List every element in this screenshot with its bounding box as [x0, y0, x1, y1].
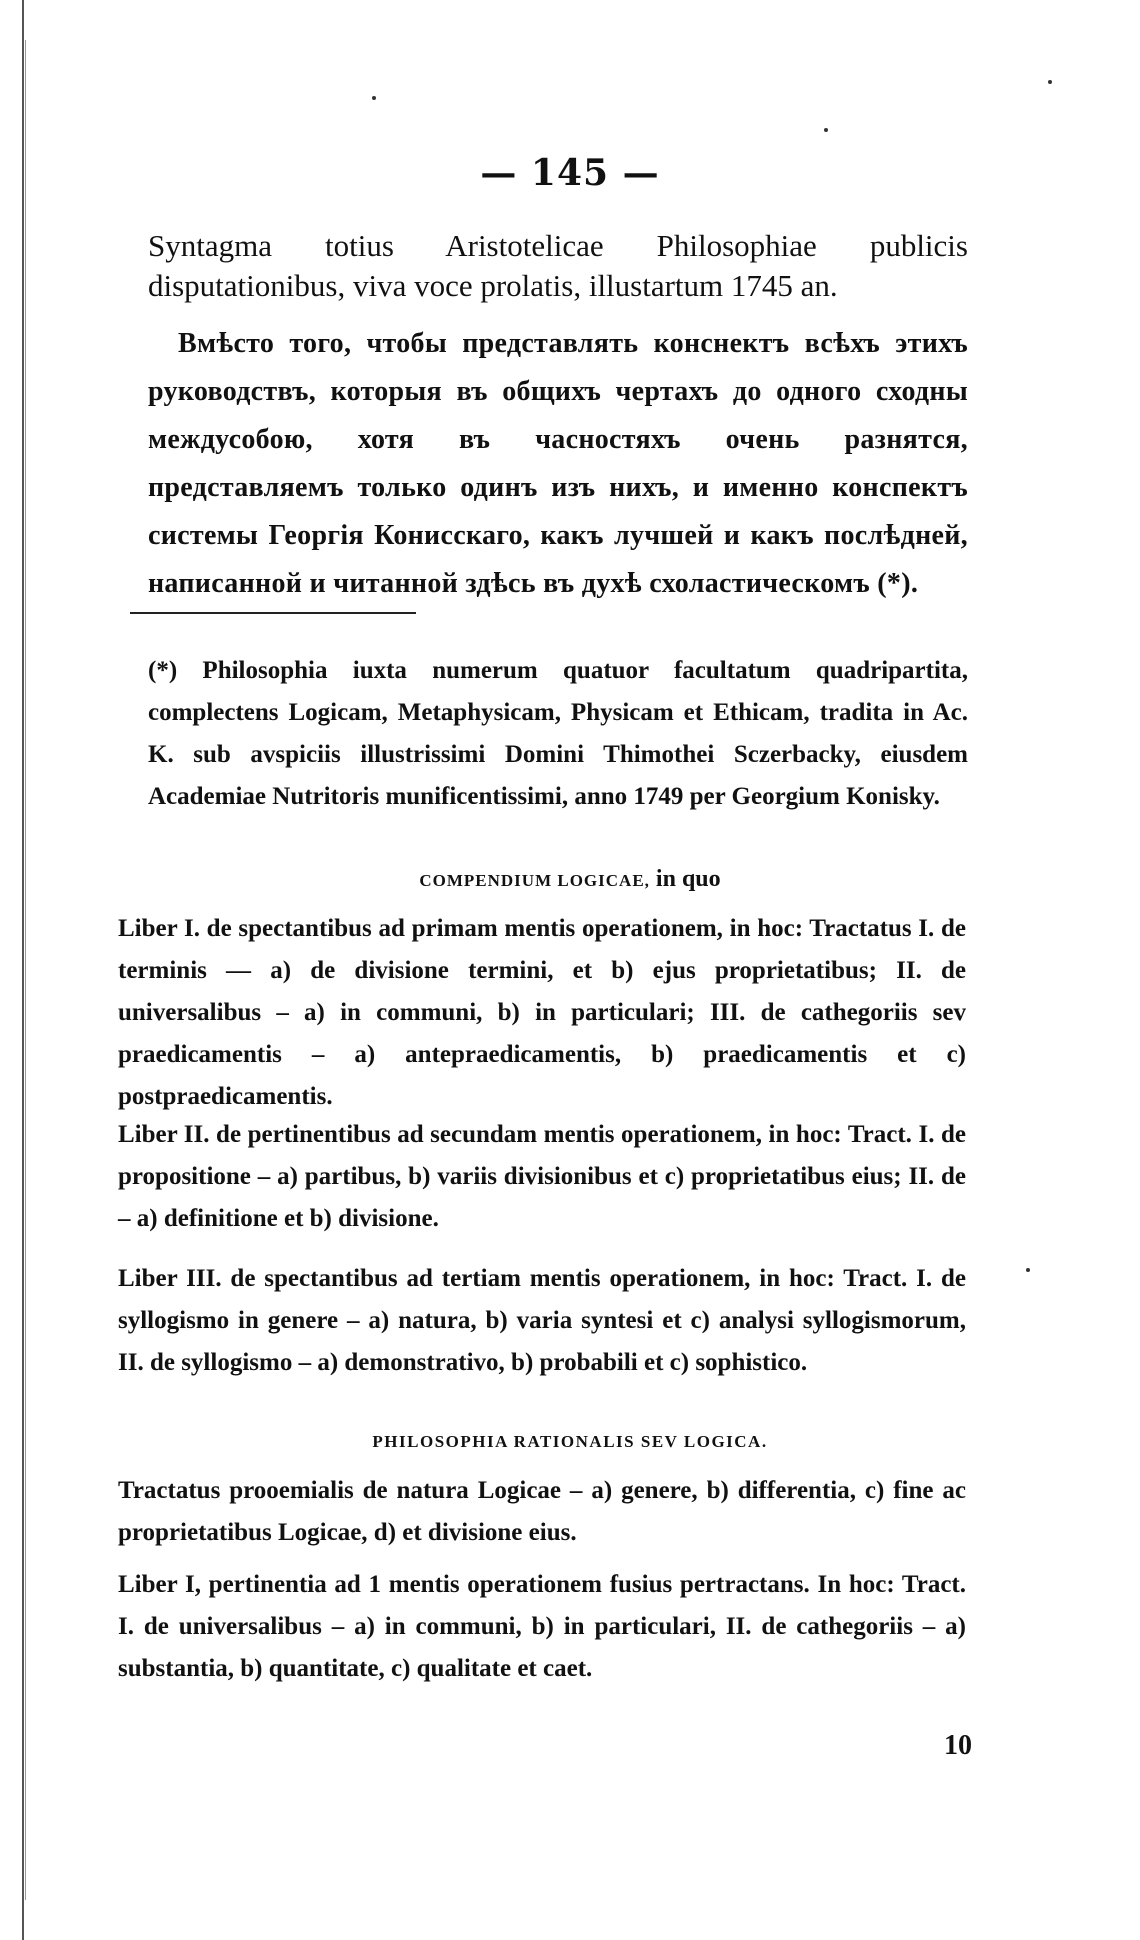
- russian-paragraph: Вмѣсто того, чтобы представлять конснектъ всѣхъ этихъ руководствъ, которыя въ общихъ чертахъ до одного сходны междусобою, хотя въ часностяхъ очень разнятся, представляемъ только одинъ изъ нихъ, и именно конспектъ системы Георгія Конисскаго, какъ лучшей и какъ послѣдней, написанной и читанной здѣсь въ духѣ схоластическомъ (*).: [148, 328, 968, 599]
- latin-title-block: [148, 226, 968, 306]
- compendium-heading-caps: COMPENDIUM LOGICAE,: [419, 871, 650, 890]
- binding-edge-shadow: [25, 40, 26, 1900]
- philosophia-liber-1: Liber I, pertinentia ad 1 mentis operationem fusius pertractans. In hoc: Tract. I. de universalibus – a) in communi, b) in particulari, II. de cathegoriis – a) substantia, b) quantitate, c) qualitate et caet.: [118, 1571, 966, 1682]
- compendium-liber-1: Liber I. de spectantibus ad primam mentis operationem, in hoc: Tractatus I. de terminis — a) de divisione termini, et b) ejus proprietatibus; II. de universalibus – a) in communi, b) in particulari; III. de cathegoriis sev praedicamentis – a) antepraedicamentis, b) praedicamentis et c) postpraedicamentis.: [118, 915, 966, 1110]
- print-speck: [372, 96, 376, 100]
- footnote: (*) Philosophia iuxta numerum quatuor facultatum quadripartita, complectens Logicam, Metaphysicam, Physicam et Ethicam, tradita in Ac. K. sub avspiciis illustrissimi Domini Thimothei Sczerbacky, eiusdem Academiae Nutritoris munificentissimi, anno 1749 per Georgium Konisky.: [148, 657, 968, 810]
- print-speck: [1048, 80, 1052, 84]
- tractatus-prooemialis: Tractatus prooemialis de natura Logicae – a) genere, b) differentia, c) fine ac proprietatibus Logicae, d) et divisione eius.: [118, 1477, 966, 1546]
- binding-edge-line: [22, 0, 24, 1940]
- page-number: 10: [944, 1730, 972, 1761]
- print-speck: [1026, 1268, 1030, 1272]
- print-speck: [824, 128, 828, 132]
- latin-title: Syntagma totius Aristotelicae Philosophiae publicis disputationibus, viva voce prolatis, illustartum 1745 an.: [148, 228, 968, 303]
- compendium-heading-rest: in quo: [655, 866, 721, 892]
- footnote-rule: [130, 612, 416, 614]
- philosophia-heading: PHILOSOPHIA RATIONALIS SEV LOGICA.: [372, 1432, 768, 1451]
- compendium-liber-2: Liber II. de pertinentibus ad secundam mentis operationem, in hoc: Tract. I. de propositione – a) partibus, b) variis divisionibus et c) proprietatibus eius; II. de – a) definitione et b) divisione.: [118, 1121, 966, 1232]
- compendium-heading: [0, 866, 1140, 893]
- compendium-liber-3: Liber III. de spectantibus ad tertiam mentis operationem, in hoc: Tract. I. de syllogismo in genere – a) natura, b) varia syntesi et c) analysi syllogismorum, II. de syllogismo – a) demonstrativo, b) probabili et c) sophistico.: [118, 1265, 966, 1376]
- page-header: — 145 —: [480, 152, 660, 194]
